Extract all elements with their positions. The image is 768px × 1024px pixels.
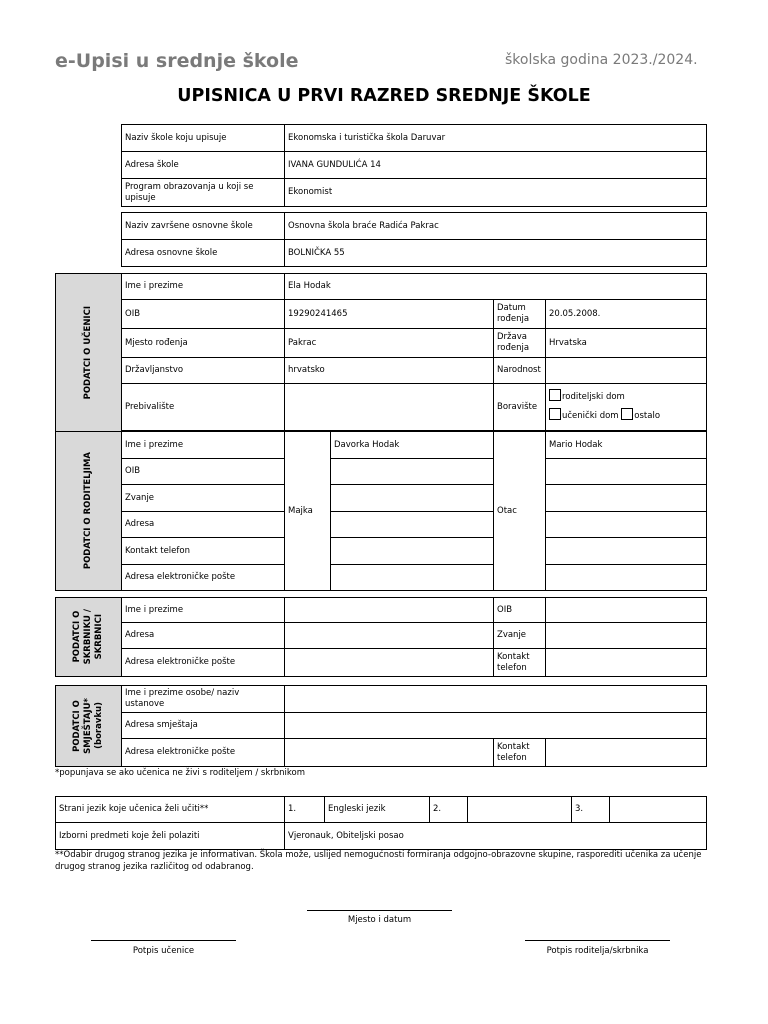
primary-school-name-field[interactable]: Osnovna škola braće Radića Pakrac <box>285 213 707 240</box>
place-date-label: Mjesto i datum <box>347 915 412 925</box>
accommodation-address-label: Adresa smještaja <box>122 713 285 739</box>
guardian-oib-field[interactable] <box>546 598 707 623</box>
guardian-profession-field[interactable] <box>546 623 707 649</box>
parents-row-label: Adresa elektroničke pošte <box>122 565 285 591</box>
student-citizenship-field[interactable]: hrvatsko <box>285 358 494 384</box>
guardian-name-label: Ime i prezime <box>122 598 285 623</box>
mother-profession-field[interactable] <box>331 485 494 512</box>
language-slot-2: 2. <box>430 797 468 823</box>
student-oib-label: OIB <box>122 300 285 329</box>
accommodation-phone-field[interactable] <box>546 739 707 767</box>
parents-row-label: Zvanje <box>122 485 285 512</box>
father-email-field[interactable] <box>546 565 707 591</box>
language-1-field[interactable]: Engleski jezik <box>325 797 430 823</box>
accommodation-section-label: PODATCI O SMJEŠTAJU* (boravku) <box>72 698 104 754</box>
accommodation-name-label: Ime i prezime osobe/ naziv ustanove <box>122 686 285 713</box>
accommodation-email-label: Adresa elektroničke pošte <box>122 739 285 767</box>
electives-field[interactable]: Vjeronauk, Obiteljski posao <box>285 823 707 850</box>
student-section-label: PODATCI O UČENICI <box>83 305 93 400</box>
language-3-field[interactable] <box>610 797 707 823</box>
parents-row-label: Adresa <box>122 512 285 538</box>
parents-section-label: PODATCI O RODITELJIMA <box>83 452 93 570</box>
mother-phone-field[interactable] <box>331 538 494 565</box>
guardian-address-field[interactable] <box>285 623 494 649</box>
electives-label: Izborni predmeti koje želi polaziti <box>56 823 285 850</box>
school-address-label: Adresa škole <box>122 152 285 179</box>
student-birthplace-field[interactable]: Pakrac <box>285 329 494 358</box>
student-signature-line[interactable] <box>91 940 236 941</box>
accommodation-address-field[interactable] <box>285 713 707 739</box>
student-citizenship-label: Državljanstvo <box>122 358 285 384</box>
student-name-label: Ime i prezime <box>122 274 285 300</box>
language-slot-1: 1. <box>285 797 325 823</box>
school-name-label: Naziv škole koju upisuje <box>122 125 285 152</box>
mother-address-field[interactable] <box>331 512 494 538</box>
school-table <box>121 124 707 207</box>
student-stay-options <box>546 384 707 431</box>
stay-other-checkbox[interactable] <box>621 408 633 420</box>
mother-email-field[interactable] <box>331 565 494 591</box>
accommodation-footnote: *popunjava se ako učenica ne živi s roditeljem / skrbnikom <box>55 768 306 778</box>
language-slot-3: 3. <box>572 797 610 823</box>
student-signature-label: Potpis učenice <box>132 946 195 956</box>
accommodation-table <box>55 685 707 767</box>
languages-footnote: **Odabir drugog stranog jezika je informativan. Škola može, uslijed nemogućnosti formiranja odgojno-obrazovne skupine, rasporediti učenika za učenje drugog stranog jezika različitog od odabranog. <box>55 850 702 872</box>
student-oib-field[interactable]: 19290241465 <box>285 300 494 329</box>
parents-row-label: Kontakt telefon <box>122 538 285 565</box>
primary-school-name-label: Naziv završene osnovne škole <box>122 213 285 240</box>
parents-row-label: Ime i prezime <box>122 432 285 459</box>
father-phone-field[interactable] <box>546 538 707 565</box>
languages-label: Strani jezik koje učenica želi učiti** <box>56 797 285 823</box>
student-dob-label: Datum rođenja <box>494 300 546 329</box>
guardian-phone-label: Kontakt telefon <box>494 649 546 677</box>
guardian-address-label: Adresa <box>122 623 285 649</box>
primary-school-address-field[interactable]: BOLNIČKA 55 <box>285 240 707 267</box>
guardian-profession-label: Zvanje <box>494 623 546 649</box>
student-residence-label: Prebivalište <box>122 384 285 431</box>
student-stay-label: Boravište <box>494 384 546 431</box>
student-section <box>56 274 122 432</box>
stay-parents-checkbox[interactable] <box>549 389 561 401</box>
father-profession-field[interactable] <box>546 485 707 512</box>
primary-school-address-label: Adresa osnovne škole <box>122 240 285 267</box>
program-label: Program obrazovanja u koji se upisuje <box>122 179 285 207</box>
school-address-field[interactable]: IVANA GUNDULIĆA 14 <box>285 152 707 179</box>
accommodation-phone-label: Kontakt telefon <box>494 739 546 767</box>
brand-title: e-Upisi u srednje škole <box>55 50 299 72</box>
student-birth-country-field[interactable]: Hrvatska <box>546 329 707 358</box>
accommodation-name-field[interactable] <box>285 686 707 713</box>
stay-dorm-label: učenički dom <box>562 411 619 421</box>
parents-section <box>56 432 122 591</box>
languages-table <box>55 796 707 850</box>
student-residence-field[interactable] <box>285 384 494 431</box>
student-birthplace-label: Mjesto rođenja <box>122 329 285 358</box>
student-parents-table <box>55 273 707 591</box>
stay-other-label: ostalo <box>634 411 661 421</box>
guardian-phone-field[interactable] <box>546 649 707 677</box>
parent-signature-line[interactable] <box>525 940 670 941</box>
father-name-field[interactable]: Mario Hodak <box>546 432 707 459</box>
guardian-table <box>55 597 707 677</box>
father-oib-field[interactable] <box>546 459 707 485</box>
program-field[interactable]: Ekonomist <box>285 179 707 207</box>
stay-dorm-checkbox[interactable] <box>549 408 561 420</box>
student-name-field[interactable]: Ela Hodak <box>285 274 707 300</box>
form-title: UPISNICA U PRVI RAZRED SREDNJE ŠKOLE <box>177 86 591 106</box>
mother-oib-field[interactable] <box>331 459 494 485</box>
guardian-email-field[interactable] <box>285 649 494 677</box>
parent-signature-label: Potpis roditelja/skrbnika <box>546 946 649 956</box>
student-nationality-field[interactable] <box>546 358 707 384</box>
guardian-name-field[interactable] <box>285 598 494 623</box>
guardian-section <box>56 598 122 677</box>
accommodation-email-field[interactable] <box>285 739 494 767</box>
student-nationality-label: Narodnost <box>494 358 546 384</box>
student-dob-field[interactable]: 20.05.2008. <box>546 300 707 329</box>
primary-school-table <box>121 212 707 267</box>
guardian-oib-label: OIB <box>494 598 546 623</box>
parents-row-label: OIB <box>122 459 285 485</box>
mother-label: Majka <box>285 432 331 591</box>
father-address-field[interactable] <box>546 512 707 538</box>
stay-parents-label: roditeljski dom <box>562 392 625 402</box>
place-date-line[interactable] <box>307 910 452 911</box>
school-name-field[interactable]: Ekonomska i turistička škola Daruvar <box>285 125 707 152</box>
guardian-email-label: Adresa elektroničke pošte <box>122 649 285 677</box>
language-2-field[interactable] <box>468 797 572 823</box>
school-year: školska godina 2023./2024. <box>505 52 698 68</box>
mother-name-field[interactable]: Davorka Hodak <box>331 432 494 459</box>
guardian-section-label: PODATCI O SKRBNIKU / SKRBNICI <box>72 609 104 665</box>
father-label: Otac <box>494 432 546 591</box>
accommodation-section <box>56 686 122 767</box>
student-birth-country-label: Država rođenja <box>494 329 546 358</box>
